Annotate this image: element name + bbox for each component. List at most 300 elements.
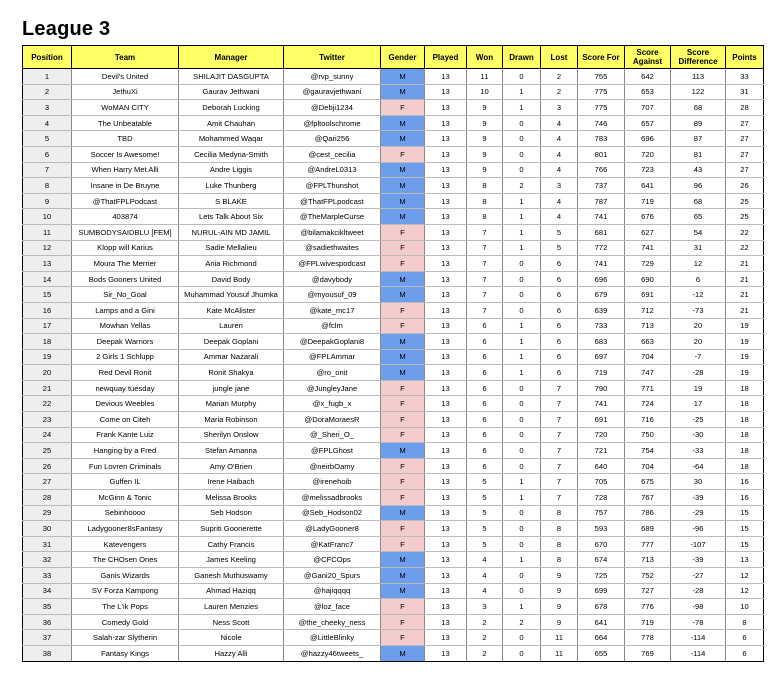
column-header-score-for: Score For	[578, 46, 625, 69]
drawn-cell: 1	[503, 100, 541, 116]
score-for-cell: 775	[578, 84, 625, 100]
won-cell: 9	[467, 115, 503, 131]
lost-cell: 6	[541, 365, 578, 381]
score-for-cell: 696	[578, 271, 625, 287]
score-for-cell: 720	[578, 427, 625, 443]
points-cell: 27	[726, 146, 764, 162]
header-row	[23, 46, 764, 69]
drawn-cell: 0	[503, 115, 541, 131]
won-cell: 7	[467, 224, 503, 240]
played-cell: 13	[425, 474, 467, 490]
position-cell: 23	[23, 412, 72, 428]
table-row	[23, 115, 764, 131]
table-row	[23, 271, 764, 287]
lost-cell: 3	[541, 100, 578, 116]
points-cell: 21	[726, 271, 764, 287]
won-cell: 5	[467, 505, 503, 521]
score-difference-cell: 19	[671, 380, 726, 396]
team-cell: Deepak Warriors	[72, 334, 179, 350]
score-for-cell: 655	[578, 645, 625, 661]
gender-cell: F	[381, 302, 425, 318]
score-against-cell: 727	[625, 583, 671, 599]
score-for-cell: 741	[578, 256, 625, 272]
manager-cell: Ammar Nazarali	[179, 349, 284, 365]
score-difference-cell: 89	[671, 115, 726, 131]
score-against-cell: 663	[625, 334, 671, 350]
played-cell: 13	[425, 84, 467, 100]
points-cell: 27	[726, 115, 764, 131]
manager-cell: Muhammad Yousuf Jhumka	[179, 287, 284, 303]
played-cell: 13	[425, 224, 467, 240]
manager-cell: NURUL-AIN MD JAMIL	[179, 224, 284, 240]
played-cell: 13	[425, 568, 467, 584]
position-cell: 19	[23, 349, 72, 365]
table-row	[23, 287, 764, 303]
score-difference-cell: -30	[671, 427, 726, 443]
position-cell: 27	[23, 474, 72, 490]
drawn-cell: 0	[503, 380, 541, 396]
team-cell: Salah-zar Slytherin	[72, 630, 179, 646]
gender-cell: F	[381, 224, 425, 240]
team-cell: The L'ik Pops	[72, 599, 179, 615]
manager-cell: Ania Richmond	[179, 256, 284, 272]
played-cell: 13	[425, 614, 467, 630]
team-cell: The CHOsen Ones	[72, 552, 179, 568]
score-difference-cell: -29	[671, 505, 726, 521]
score-difference-cell: 20	[671, 334, 726, 350]
team-cell: Katevengers	[72, 536, 179, 552]
gender-cell: F	[381, 412, 425, 428]
score-for-cell: 772	[578, 240, 625, 256]
twitter-cell: @Qari256	[284, 131, 381, 147]
manager-cell: Luke Thunberg	[179, 178, 284, 194]
twitter-cell: @fclm	[284, 318, 381, 334]
score-difference-cell: 65	[671, 209, 726, 225]
score-against-cell: 747	[625, 365, 671, 381]
drawn-cell: 0	[503, 583, 541, 599]
score-difference-cell: -107	[671, 536, 726, 552]
twitter-cell: @FPLGhost	[284, 443, 381, 459]
gender-cell: F	[381, 318, 425, 334]
table-row	[23, 69, 764, 85]
lost-cell: 6	[541, 349, 578, 365]
lost-cell: 4	[541, 131, 578, 147]
team-cell: SUMBODYSAIDBLU [FEM]	[72, 224, 179, 240]
team-cell: Devious Weebles	[72, 396, 179, 412]
score-for-cell: 641	[578, 614, 625, 630]
team-cell: Comedy Gold	[72, 614, 179, 630]
position-cell: 20	[23, 365, 72, 381]
gender-cell: M	[381, 568, 425, 584]
score-for-cell: 733	[578, 318, 625, 334]
twitter-cell: @melissadbrooks	[284, 490, 381, 506]
gender-cell: F	[381, 521, 425, 537]
score-for-cell: 755	[578, 69, 625, 85]
score-for-cell: 737	[578, 178, 625, 194]
position-cell: 32	[23, 552, 72, 568]
table-row	[23, 552, 764, 568]
position-cell: 37	[23, 630, 72, 646]
column-header-gender: Gender	[381, 46, 425, 69]
played-cell: 13	[425, 115, 467, 131]
score-for-cell: 757	[578, 505, 625, 521]
position-cell: 5	[23, 131, 72, 147]
team-cell: 403874	[72, 209, 179, 225]
manager-cell: SHILAJIT DASGUPTA	[179, 69, 284, 85]
team-cell: Fun Lovren Criminals	[72, 458, 179, 474]
column-header-drawn: Drawn	[503, 46, 541, 69]
played-cell: 13	[425, 552, 467, 568]
table-row	[23, 536, 764, 552]
table-row	[23, 645, 764, 661]
team-cell: JethuXi	[72, 84, 179, 100]
score-against-cell: 690	[625, 271, 671, 287]
won-cell: 9	[467, 131, 503, 147]
table-row	[23, 599, 764, 615]
score-against-cell: 729	[625, 256, 671, 272]
gender-cell: M	[381, 443, 425, 459]
twitter-cell: @fpltoolschrome	[284, 115, 381, 131]
score-difference-cell: -114	[671, 630, 726, 646]
won-cell: 8	[467, 209, 503, 225]
drawn-cell: 1	[503, 334, 541, 350]
score-difference-cell: 54	[671, 224, 726, 240]
gender-cell: M	[381, 365, 425, 381]
gender-cell: M	[381, 583, 425, 599]
position-cell: 22	[23, 396, 72, 412]
manager-cell: Ganesh Muthuswamy	[179, 568, 284, 584]
manager-cell: Marian Murphy	[179, 396, 284, 412]
played-cell: 13	[425, 100, 467, 116]
score-against-cell: 704	[625, 349, 671, 365]
score-against-cell: 642	[625, 69, 671, 85]
drawn-cell: 0	[503, 568, 541, 584]
position-cell: 34	[23, 583, 72, 599]
score-difference-cell: -78	[671, 614, 726, 630]
drawn-cell: 0	[503, 630, 541, 646]
played-cell: 13	[425, 271, 467, 287]
won-cell: 6	[467, 334, 503, 350]
score-against-cell: 752	[625, 568, 671, 584]
score-difference-cell: -114	[671, 645, 726, 661]
twitter-cell: @JungleyJane	[284, 380, 381, 396]
score-difference-cell: -73	[671, 302, 726, 318]
gender-cell: F	[381, 396, 425, 412]
score-against-cell: 691	[625, 287, 671, 303]
manager-cell: Ahmad Haziqq	[179, 583, 284, 599]
lost-cell: 8	[541, 505, 578, 521]
points-cell: 18	[726, 458, 764, 474]
points-cell: 19	[726, 334, 764, 350]
score-for-cell: 775	[578, 100, 625, 116]
score-against-cell: 627	[625, 224, 671, 240]
column-header-score-against: Score Against	[625, 46, 671, 69]
score-difference-cell: 87	[671, 131, 726, 147]
played-cell: 13	[425, 412, 467, 428]
drawn-cell: 0	[503, 271, 541, 287]
lost-cell: 6	[541, 287, 578, 303]
drawn-cell: 1	[503, 224, 541, 240]
drawn-cell: 0	[503, 302, 541, 318]
lost-cell: 3	[541, 178, 578, 194]
played-cell: 13	[425, 599, 467, 615]
gender-cell: M	[381, 131, 425, 147]
drawn-cell: 0	[503, 287, 541, 303]
score-difference-cell: 6	[671, 271, 726, 287]
drawn-cell: 1	[503, 84, 541, 100]
score-for-cell: 783	[578, 131, 625, 147]
score-for-cell: 639	[578, 302, 625, 318]
column-header-position: Position	[23, 46, 72, 69]
score-difference-cell: 68	[671, 100, 726, 116]
column-header-points: Points	[726, 46, 764, 69]
manager-cell: Mohammed Waqar	[179, 131, 284, 147]
score-against-cell: 767	[625, 490, 671, 506]
manager-cell: David Body	[179, 271, 284, 287]
twitter-cell: @FPLwivespodcast	[284, 256, 381, 272]
table-row	[23, 505, 764, 521]
team-cell: Bods Gooners United	[72, 271, 179, 287]
gender-cell: M	[381, 334, 425, 350]
score-against-cell: 777	[625, 536, 671, 552]
points-cell: 18	[726, 396, 764, 412]
table-row	[23, 412, 764, 428]
played-cell: 13	[425, 318, 467, 334]
score-difference-cell: -12	[671, 287, 726, 303]
gender-cell: F	[381, 614, 425, 630]
points-cell: 27	[726, 162, 764, 178]
manager-cell: Lauren	[179, 318, 284, 334]
score-difference-cell: -25	[671, 412, 726, 428]
position-cell: 11	[23, 224, 72, 240]
manager-cell: Amy O'Brien	[179, 458, 284, 474]
team-cell: When Harry Met Alli	[72, 162, 179, 178]
lost-cell: 9	[541, 599, 578, 615]
twitter-cell: @loz_face	[284, 599, 381, 615]
score-difference-cell: 31	[671, 240, 726, 256]
score-against-cell: 704	[625, 458, 671, 474]
score-difference-cell: -28	[671, 583, 726, 599]
gender-cell: M	[381, 115, 425, 131]
table-row	[23, 178, 764, 194]
score-against-cell: 653	[625, 84, 671, 100]
lost-cell: 2	[541, 69, 578, 85]
table-row	[23, 443, 764, 459]
lost-cell: 7	[541, 474, 578, 490]
manager-cell: Kate McAlister	[179, 302, 284, 318]
manager-cell: Cecilia Medyna-Smith	[179, 146, 284, 162]
score-against-cell: 713	[625, 552, 671, 568]
score-for-cell: 674	[578, 552, 625, 568]
team-cell: Mowhan Yellas	[72, 318, 179, 334]
twitter-cell: @bilamakcikltweet	[284, 224, 381, 240]
twitter-cell: @Debji1234	[284, 100, 381, 116]
twitter-cell: @davybody	[284, 271, 381, 287]
column-header-score-difference: Score Difference	[671, 46, 726, 69]
twitter-cell: @gauravjethwani	[284, 84, 381, 100]
score-against-cell: 712	[625, 302, 671, 318]
lost-cell: 2	[541, 84, 578, 100]
played-cell: 13	[425, 131, 467, 147]
played-cell: 13	[425, 69, 467, 85]
score-for-cell: 725	[578, 568, 625, 584]
position-cell: 24	[23, 427, 72, 443]
table-row	[23, 224, 764, 240]
points-cell: 22	[726, 240, 764, 256]
twitter-cell: @_Sheri_O_	[284, 427, 381, 443]
gender-cell: F	[381, 427, 425, 443]
drawn-cell: 0	[503, 162, 541, 178]
played-cell: 13	[425, 458, 467, 474]
score-difference-cell: 81	[671, 146, 726, 162]
score-difference-cell: -39	[671, 490, 726, 506]
table-row	[23, 396, 764, 412]
manager-cell: Ness Scott	[179, 614, 284, 630]
played-cell: 13	[425, 349, 467, 365]
drawn-cell: 1	[503, 209, 541, 225]
position-cell: 33	[23, 568, 72, 584]
lost-cell: 7	[541, 412, 578, 428]
points-cell: 19	[726, 349, 764, 365]
position-cell: 29	[23, 505, 72, 521]
won-cell: 8	[467, 193, 503, 209]
table-row	[23, 568, 764, 584]
won-cell: 4	[467, 568, 503, 584]
twitter-cell: @rvp_sunny	[284, 69, 381, 85]
score-difference-cell: 96	[671, 178, 726, 194]
played-cell: 13	[425, 302, 467, 318]
played-cell: 13	[425, 256, 467, 272]
points-cell: 18	[726, 427, 764, 443]
points-cell: 27	[726, 131, 764, 147]
score-against-cell: 716	[625, 412, 671, 428]
team-cell: McGinn & Tonic	[72, 490, 179, 506]
points-cell: 16	[726, 490, 764, 506]
twitter-cell: @cest_cecilia	[284, 146, 381, 162]
points-cell: 6	[726, 645, 764, 661]
drawn-cell: 0	[503, 396, 541, 412]
played-cell: 13	[425, 630, 467, 646]
position-cell: 38	[23, 645, 72, 661]
won-cell: 4	[467, 583, 503, 599]
drawn-cell: 0	[503, 536, 541, 552]
score-difference-cell: 17	[671, 396, 726, 412]
twitter-cell: @neirbOamy	[284, 458, 381, 474]
team-cell: SV Forza Kampong	[72, 583, 179, 599]
drawn-cell: 2	[503, 614, 541, 630]
lost-cell: 7	[541, 396, 578, 412]
lost-cell: 5	[541, 240, 578, 256]
team-cell: The Unbeatable	[72, 115, 179, 131]
won-cell: 2	[467, 630, 503, 646]
drawn-cell: 1	[503, 365, 541, 381]
team-cell: Soccer Is Awesome!	[72, 146, 179, 162]
table-row	[23, 380, 764, 396]
twitter-cell: @ro_onit	[284, 365, 381, 381]
score-for-cell: 721	[578, 443, 625, 459]
score-difference-cell: 122	[671, 84, 726, 100]
gender-cell: F	[381, 474, 425, 490]
points-cell: 18	[726, 412, 764, 428]
twitter-cell: @hazzy46tweets_	[284, 645, 381, 661]
points-cell: 8	[726, 614, 764, 630]
played-cell: 13	[425, 490, 467, 506]
table-row	[23, 614, 764, 630]
manager-cell: Irene Haibach	[179, 474, 284, 490]
position-cell: 12	[23, 240, 72, 256]
score-against-cell: 754	[625, 443, 671, 459]
drawn-cell: 1	[503, 193, 541, 209]
lost-cell: 4	[541, 115, 578, 131]
manager-cell: Hazzy Alli	[179, 645, 284, 661]
score-for-cell: 679	[578, 287, 625, 303]
position-cell: 16	[23, 302, 72, 318]
score-against-cell: 675	[625, 474, 671, 490]
drawn-cell: 0	[503, 131, 541, 147]
played-cell: 13	[425, 505, 467, 521]
won-cell: 5	[467, 521, 503, 537]
position-cell: 6	[23, 146, 72, 162]
gender-cell: F	[381, 490, 425, 506]
manager-cell: Deepak Goplani	[179, 334, 284, 350]
score-against-cell: 713	[625, 318, 671, 334]
table-row	[23, 349, 764, 365]
team-cell: Red Devil Ronit	[72, 365, 179, 381]
score-against-cell: 696	[625, 131, 671, 147]
won-cell: 6	[467, 349, 503, 365]
manager-cell: Andre Liggis	[179, 162, 284, 178]
lost-cell: 5	[541, 224, 578, 240]
lost-cell: 4	[541, 162, 578, 178]
won-cell: 6	[467, 365, 503, 381]
table-row	[23, 334, 764, 350]
lost-cell: 4	[541, 193, 578, 209]
twitter-cell: @CFCOps	[284, 552, 381, 568]
won-cell: 6	[467, 443, 503, 459]
position-cell: 9	[23, 193, 72, 209]
table-row	[23, 365, 764, 381]
position-cell: 25	[23, 443, 72, 459]
twitter-cell: @FPLAmmar	[284, 349, 381, 365]
points-cell: 15	[726, 536, 764, 552]
drawn-cell: 0	[503, 645, 541, 661]
score-difference-cell: -96	[671, 521, 726, 537]
position-cell: 17	[23, 318, 72, 334]
table-row	[23, 302, 764, 318]
score-for-cell: 683	[578, 334, 625, 350]
played-cell: 13	[425, 178, 467, 194]
won-cell: 11	[467, 69, 503, 85]
won-cell: 5	[467, 536, 503, 552]
drawn-cell: 0	[503, 427, 541, 443]
points-cell: 18	[726, 443, 764, 459]
score-difference-cell: 43	[671, 162, 726, 178]
won-cell: 7	[467, 240, 503, 256]
score-against-cell: 776	[625, 599, 671, 615]
table-row	[23, 318, 764, 334]
won-cell: 9	[467, 100, 503, 116]
team-cell: Insane in De Bruyne	[72, 178, 179, 194]
won-cell: 6	[467, 427, 503, 443]
won-cell: 6	[467, 396, 503, 412]
position-cell: 18	[23, 334, 72, 350]
column-header-manager: Manager	[179, 46, 284, 69]
score-difference-cell: -39	[671, 552, 726, 568]
twitter-cell: @sadiethwaites	[284, 240, 381, 256]
team-cell: @ThatFPLPodcast	[72, 193, 179, 209]
table-body	[23, 69, 764, 662]
won-cell: 8	[467, 178, 503, 194]
